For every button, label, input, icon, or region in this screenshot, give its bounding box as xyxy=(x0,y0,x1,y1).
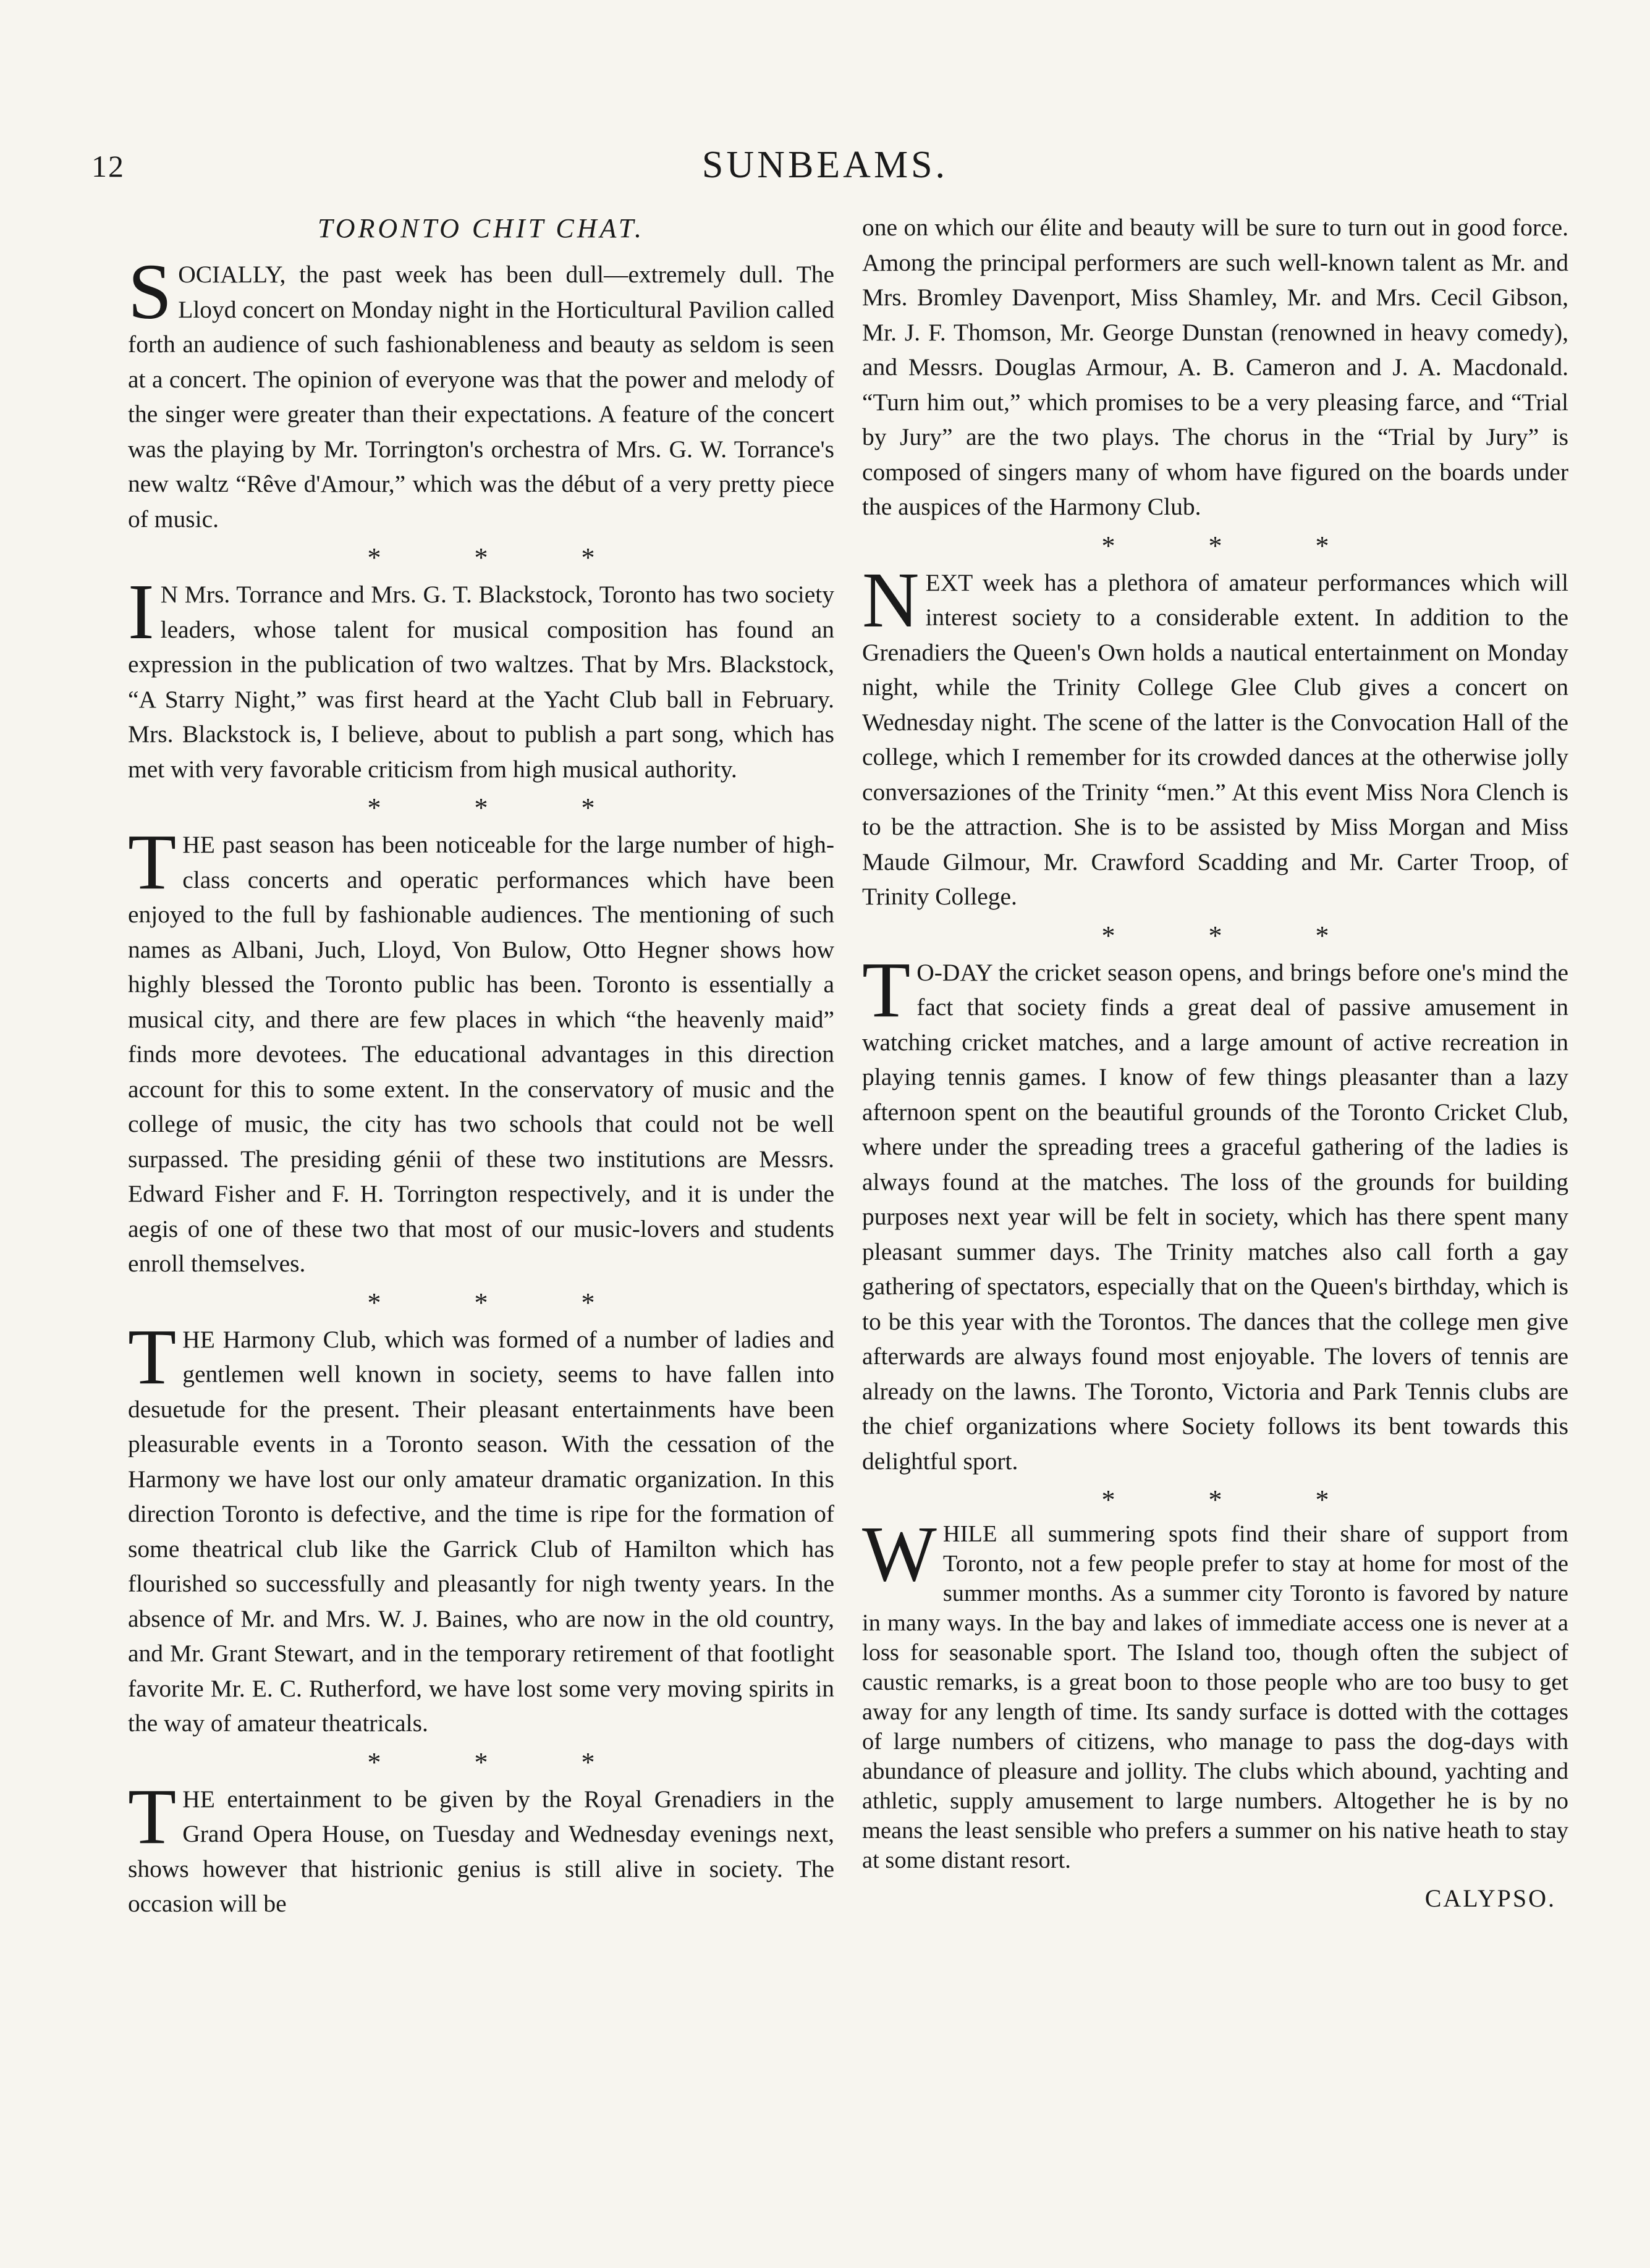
right-column xyxy=(862,210,1568,1916)
paragraph-next-week xyxy=(862,555,1568,914)
section-separator: * * * xyxy=(367,1747,638,1777)
author-signature: CALYPSO. xyxy=(1424,1884,1556,1912)
drop-cap: T xyxy=(128,818,177,906)
section-separator: * * * xyxy=(1101,920,1373,951)
paragraph-summering xyxy=(862,1510,1568,1875)
drop-cap: T xyxy=(128,1312,177,1401)
drop-cap: T xyxy=(862,945,911,1034)
drop-cap: S xyxy=(128,248,172,335)
publication-title: SUNBEAMS. xyxy=(701,144,949,186)
paragraph-waltzes xyxy=(128,568,834,786)
drop-cap: T xyxy=(128,1772,177,1860)
section-separator: * * * xyxy=(1101,1485,1373,1515)
paragraph-continuation: one on which our élite and beauty will be sure to turn out in good force. Among the principal performers are such well-known talent as Mr. and Mrs. Bromley Davenport, Miss Shamley, Mr. and Mrs. Cecil Gibson, Mr. J. F. Thomson, Mr. George Dunstan (renowned in heavy comedy), and Messrs. Douglas Armour, A. B. Cameron and J. A. Macdonald. “Turn him out,” which promises to be a very pleasing farce, and “Trial by Jury” are the two plays. The chorus in the “Trial by Jury” is composed of singers many of whom have figured on the boards under the auspices of the Harmony Club. xyxy=(862,214,1568,520)
drop-cap: I xyxy=(128,568,154,656)
paragraph-harmony-club xyxy=(128,1312,834,1741)
section-separator: * * * xyxy=(367,1287,638,1318)
paragraph-text: HE past season has been noticeable for the large number of high-class concerts and operatic performances which have been enjoyed to the full by fashionable audiences. The mentioning of such names as Albani, Juch, Lloyd, Von Bulow, Otto Hegner shows how highly blessed the Toronto public has been. Toronto is essentially a musical city, and there are few places in which “the heavenly maid” finds more devotees. The educational advantages in this direction account for this to some extent. In the conservatory of music and the college of music, the city has two schools that could not be well surpassed. The presiding génii of these two institutions are Messrs. Edward Fisher and F. H. Torrington respectively, and it is under the aegis of one of these two that most of our music-lovers and students enroll themselves. xyxy=(128,831,834,1277)
left-column xyxy=(128,210,834,1921)
paragraph-text: HILE all summering spots find their share of support from Toronto, not a few people prefer to stay at home for most of the summer months. As a summer city Toronto is favored by nature in many ways. In the bay and lakes of immediate access one is never at a loss for seasonable sport. The Island too, though often the subject of caustic remarks, is a great boon to those people who are too busy to get away for any length of time. Its sandy surface is dotted with the cottages of large numbers of citizens, who manage to pass the dog-days with abundance of pleasure and jollity. The clubs which abound, yachting and athletic, supply amusement to large numbers. Altogether he is by no means the least sensible who prefers a summer on his native heath to stay at some distant resort. xyxy=(862,1521,1568,1873)
paragraph-text: EXT week has a plethora of amateur performances which will interest society to a considerable extent. In addition to the Grenadiers the Queen's Own holds a nautical entertainment on Monday night, while the Trinity College Glee Club gives a concert on Wednesday night. The scene of the latter is the Convocation Hall of the college, which I remember for its crowded dances at the otherwise jolly conversaziones of the Trinity “men.” At this event Miss Nora Clench is to be the attraction. She is to be assisted by Miss Morgan and Miss Maude Gilmour, Mr. Crawford Scadding and Mr. Carter Troop, of Trinity College. xyxy=(862,568,1568,910)
paragraph-text: HE entertainment to be given by the Royal Grenadiers in the Grand Opera House, on Tuesday and Wednesday evenings next, shows however that histrionic genius is still alive in society. The occasion will be xyxy=(128,1785,834,1917)
page-number: 12 xyxy=(91,149,125,183)
paragraph-text: OCIALLY, the past week has been dull—extremely dull. The Lloyd concert on Monday night in the Horticultural Pavilion called forth an audience of such fashionableness and beauty as seldom is seen at a concert. The opinion of everyone was that the power and melody of the singer were greater than their expectations. A feature of the concert was the playing by Mr. Torrington's orchestra of Mrs. G. W. Torrance's new waltz “Rêve d'Amour,” which was the début of a very pretty piece of music. xyxy=(128,261,834,533)
paragraph-cricket xyxy=(862,945,1568,1479)
paragraph-text: N Mrs. Torrance and Mrs. G. T. Blackstock, Toronto has two society leaders, whose talent for musical composition has found an expression in the publication of two waltzes. That by Mrs. Blackstock, “A Starry Night,” was first heard at the Yacht Club ball in February. Mrs. Blackstock is, I believe, about to publish a part song, which has met with very favorable criticism from high musical authority. xyxy=(128,581,834,783)
paragraph-socially xyxy=(128,248,834,536)
paragraph-concert-season xyxy=(128,818,834,1281)
article-title: TORONTO CHIT CHAT. xyxy=(318,213,645,243)
drop-cap: W xyxy=(862,1510,937,1598)
section-separator: * * * xyxy=(367,542,638,573)
paragraph-grenadiers xyxy=(128,1772,834,1921)
paragraph-text: O-DAY the cricket season opens, and brings before one's mind the fact that society finds a great deal of passive amusement in watching cricket matches, and a large amount of active recreation in playing tennis games. I know of few things pleasanter than a lazy afternoon spent on the beautiful grounds of the Toronto Cricket Club, where under the spreading trees a graceful gathering of the ladies is always found at the matches. The loss of the grounds for building purposes next year will be felt in society, which has there spent many pleasant summer days. The Trinity matches also call forth a gay gathering of spectators, especially that on the Queen's birthday, which is to be this year with the Torontos. The dances that the college men give afterwards are always found most enjoyable. The lovers of tennis are already on the lawns. The Toronto, Victoria and Park Tennis clubs are the chief organizations where Society follows its bent towards this delightful sport. xyxy=(862,958,1568,1475)
section-separator: * * * xyxy=(1101,530,1373,561)
section-separator: * * * xyxy=(367,793,638,823)
paragraph-text: HE Harmony Club, which was formed of a number of ladies and gentlemen well known in society, seems to have fallen into desuetude for the present. Their pleasant entertainments have been pleasurable events in a Toronto season. With the cessation of the Harmony we have lost our only amateur dramatic organization. In this direction Toronto is defective, and the time is ripe for the formation of some theatrical club like the Garrick Club of Hamilton which has flourished so successfully and pleasantly for nigh twenty years. In the absence of Mr. and Mrs. W. J. Baines, who are now in the old country, and Mr. Grant Stewart, and in the temporary retirement of that footlight favorite Mr. E. C. Rutherford, we have lost some very moving spirits in the way of amateur theatricals. xyxy=(128,1325,834,1737)
drop-cap: N xyxy=(862,555,920,644)
